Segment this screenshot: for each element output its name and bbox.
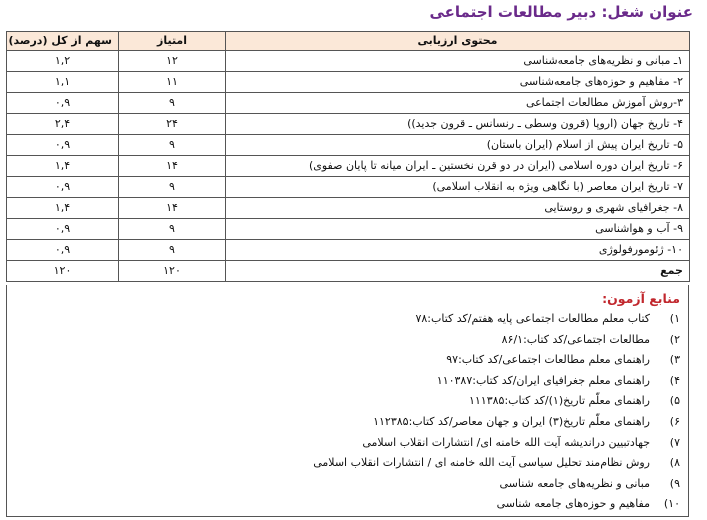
list-item (15, 371, 680, 392)
sources-list (15, 309, 680, 515)
list-item (15, 309, 680, 330)
row-share: ۰,۹ (7, 135, 119, 156)
source-number: ۴) (669, 373, 680, 387)
sources-title: منابع آزمون: (602, 291, 680, 306)
table-row (7, 51, 690, 72)
row-share: ۰,۹ (7, 240, 119, 261)
source-number: ۳) (669, 353, 680, 367)
table-row (7, 156, 690, 177)
source-number: ۵) (669, 394, 680, 408)
row-content: ۱ـ مبانی و نظریه‌های جامعه‌شناسی (226, 51, 690, 72)
row-content: ۶- تاریخ ایران دوره اسلامی (ایران در دو قرن نخستین ـ ایران میانه تا پایان صفوی) (226, 156, 690, 177)
row-score: ۹ (119, 93, 226, 114)
row-share: ۱,۴ (7, 156, 119, 177)
source-number: ۶) (669, 414, 680, 428)
source-text: راهنمای معلّم تاریخ(۱)/کد کتاب:۱۱۱۳۸۵ (468, 394, 650, 408)
header-share: سهم از کل (درصد) (7, 32, 119, 51)
table-row (7, 135, 690, 156)
table-row (7, 198, 690, 219)
list-item (15, 494, 680, 515)
evaluation-table (6, 31, 690, 282)
row-share: ۱,۴ (7, 198, 119, 219)
table-row (7, 93, 690, 114)
row-content: ۸- جغرافیای شهری و روستایی (226, 198, 690, 219)
table-row (7, 240, 690, 261)
list-item (15, 391, 680, 412)
list-item (15, 474, 680, 495)
row-score: ۱۱ (119, 72, 226, 93)
source-text: راهنمای معلّم تاریخ(۳) ایران و جهان معاصر/کد کتاب:۱۱۲۳۸۵ (373, 414, 650, 428)
table-header-row (7, 32, 690, 51)
exam-sources-box (6, 285, 689, 517)
source-text: مطالعات اجتماعی/کد کتاب:۸۶/۱ (501, 332, 650, 346)
row-share: ۰,۹ (7, 219, 119, 240)
source-text: راهنمای معلم جغرافیای ایران/کد کتاب:۱۱۰۳۸۷ (436, 373, 650, 387)
table-row (7, 219, 690, 240)
source-number: ۹) (669, 476, 680, 490)
source-text: مبانی و نظریه‌های جامعه شناسی (499, 476, 650, 490)
table-row (7, 177, 690, 198)
source-text: روش نظام‌مند تحلیل سیاسی آیت الله خامنه ای / انتشارات انقلاب اسلامی (313, 456, 650, 470)
list-item (15, 330, 680, 351)
row-score: ۲۴ (119, 114, 226, 135)
row-share: ۲,۴ (7, 114, 119, 135)
header-score: امتیاز (119, 32, 226, 51)
row-score: ۹ (119, 135, 226, 156)
job-title: عنوان شغل: دبیر مطالعات اجتماعی (429, 3, 693, 21)
row-content: ۴- تاریخ جهان (اروپا (قرون وسطی ـ رنسانس ـ قرون جدید)) (226, 114, 690, 135)
source-text: راهنمای معلم مطالعات اجتماعی/کد کتاب:۹۷ (446, 353, 650, 367)
total-score: ۱۲۰ (119, 261, 226, 282)
source-text: کتاب معلم مطالعات اجتماعی پایه هفتم/کد کتاب:۷۸ (415, 312, 650, 325)
row-score: ۱۴ (119, 198, 226, 219)
row-content: ۵- تاریخ ایران پیش از اسلام (ایران باستان) (226, 135, 690, 156)
row-score: ۱۴ (119, 156, 226, 177)
list-item (15, 412, 680, 433)
list-item (15, 453, 680, 474)
source-number: ۷) (669, 435, 680, 449)
row-content: ۹- آب و هواشناسی (226, 219, 690, 240)
header-content: محتوی ارزیابی (226, 32, 690, 51)
table-row (7, 72, 690, 93)
source-number: ۱) (669, 312, 680, 325)
table-row (7, 114, 690, 135)
row-content: ۳-روش آموزش مطالعات اجتماعی (226, 93, 690, 114)
row-score: ۱۲ (119, 51, 226, 72)
list-item (15, 350, 680, 371)
row-share: ۱,۲ (7, 51, 119, 72)
row-score: ۹ (119, 240, 226, 261)
source-text: جهادتبیین دراندیشه آیت الله خامنه ای/ انتشارات انقلاب اسلامی (362, 435, 650, 449)
list-item (15, 433, 680, 454)
table-total-row (7, 261, 690, 282)
row-score: ۹ (119, 177, 226, 198)
row-share: ۰,۹ (7, 93, 119, 114)
source-number: ۲) (669, 332, 680, 346)
source-text: مفاهیم و حوزه‌های جامعه شناسی (496, 497, 650, 511)
source-number: ۸) (669, 456, 680, 470)
row-content: ۲- مفاهیم و حوزه‌های جامعه‌شناسی (226, 72, 690, 93)
row-content: ۷- تاریخ ایران معاصر (با نگاهی ویژه به انقلاب اسلامی) (226, 177, 690, 198)
total-label: جمع (226, 261, 690, 282)
row-share: ۱,۱ (7, 72, 119, 93)
source-number: ۱۰) (663, 497, 680, 511)
row-share: ۰,۹ (7, 177, 119, 198)
row-score: ۹ (119, 219, 226, 240)
total-share: ۱۲۰ (7, 261, 119, 282)
row-content: ۱۰- ژئومورفولوژی (226, 240, 690, 261)
